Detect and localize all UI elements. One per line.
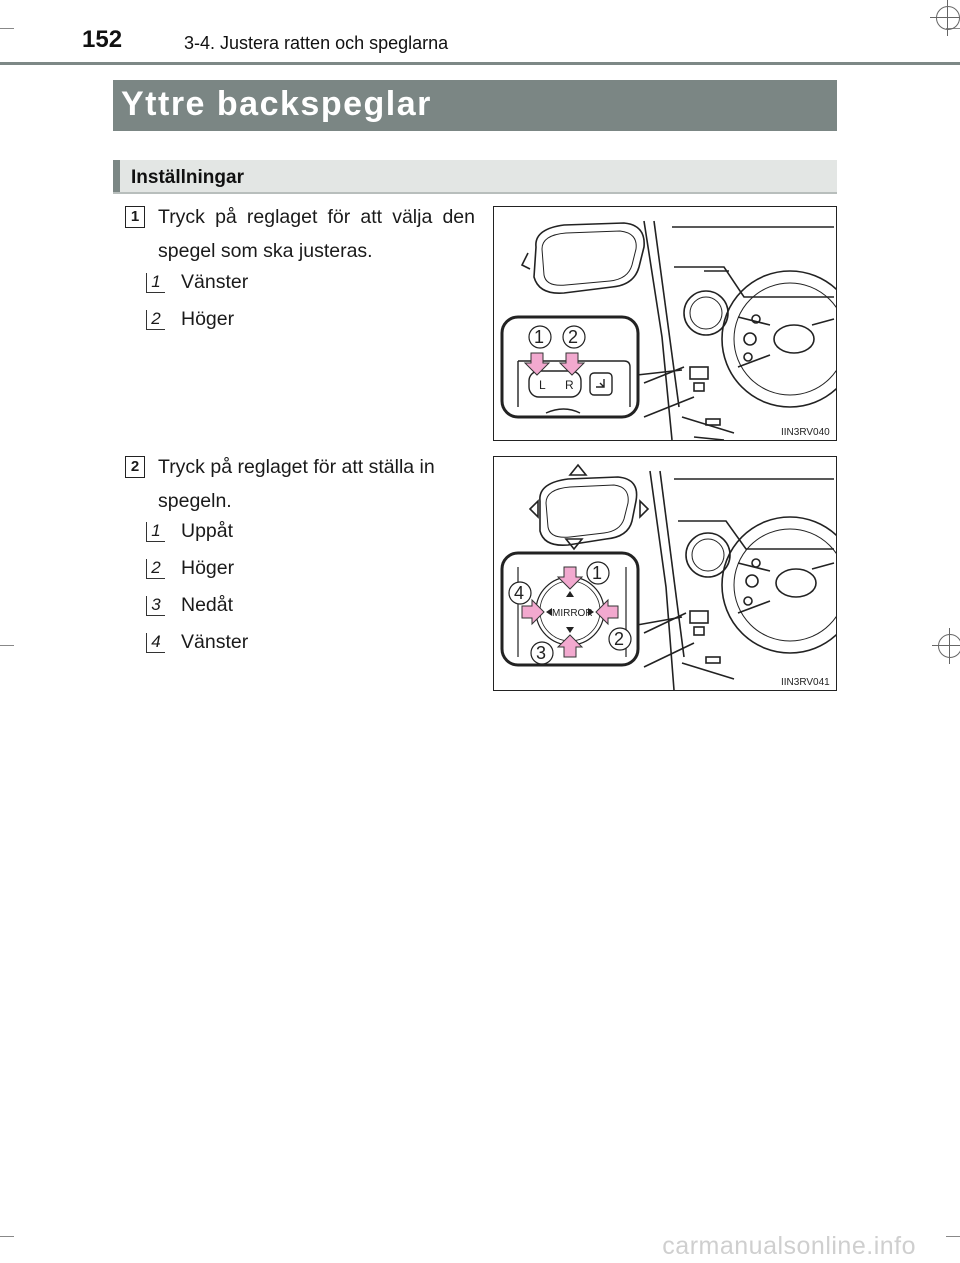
figure-mirror-adjust — [493, 456, 837, 691]
step-badge-2: 2 — [125, 456, 145, 478]
figure-mirror-select — [493, 206, 837, 441]
step-1-text: Tryck på reglaget för att välja den spegel som ska justeras. — [158, 206, 475, 262]
step-2-option-3 — [146, 590, 233, 620]
registration-mark-mid-right — [938, 634, 960, 658]
figure-code: IIN3RV040 — [781, 427, 830, 438]
step-badge-1: 1 — [125, 206, 145, 228]
subsection-header — [113, 160, 837, 194]
subsection-title: Inställningar — [131, 167, 244, 188]
step-2-text: Tryck på reglaget för att ställa in spegeln. — [158, 456, 435, 512]
step-2-option-2 — [146, 553, 234, 583]
option-number: 1 — [146, 273, 165, 293]
callout-1: 1 — [534, 327, 545, 347]
option-label: Uppåt — [181, 520, 234, 542]
crop-mark-bottom-left — [0, 1236, 14, 1237]
watermark: carmanualsonline.info — [662, 1232, 916, 1260]
option-label: Vänster — [181, 631, 249, 653]
option-number: 1 — [146, 522, 165, 542]
switch-label-mirror: MIRROR — [552, 608, 593, 619]
page-number: 152 — [82, 26, 123, 53]
option-number: 2 — [146, 559, 165, 579]
step-2-option-4 — [146, 627, 248, 657]
registration-mark-top-right — [936, 6, 960, 30]
option-label: Vänster — [181, 271, 249, 293]
callout-4: 4 — [514, 583, 525, 603]
option-label: Höger — [181, 557, 235, 579]
subsection-accent-bar — [113, 160, 120, 192]
crop-mark-top-left — [0, 28, 14, 29]
step-2-option-1 — [146, 516, 233, 546]
crop-mark-bottom-right — [946, 1236, 960, 1237]
header-rule — [0, 62, 960, 65]
callout-1: 1 — [592, 563, 603, 583]
running-head: 3-4. Justera ratten och speglarna — [184, 33, 449, 53]
callout-3: 3 — [536, 643, 547, 663]
switch-label-right: R — [565, 378, 574, 392]
figure-code: IIN3RV041 — [781, 677, 830, 688]
option-number: 3 — [146, 596, 165, 616]
option-number: 4 — [146, 633, 165, 653]
crop-mark-mid-left — [0, 645, 14, 646]
step-1-option-2 — [146, 304, 234, 334]
figure-mirror-adjust-drawing — [494, 457, 836, 690]
option-label: Nedåt — [181, 594, 234, 616]
section-title: Yttre backspeglar — [113, 80, 837, 131]
step-1-option-1 — [146, 267, 248, 297]
callout-2: 2 — [568, 327, 579, 347]
callout-2: 2 — [614, 629, 625, 649]
switch-label-left: L — [539, 378, 546, 392]
option-number: 2 — [146, 310, 165, 330]
figure-mirror-select-drawing — [494, 207, 836, 440]
option-label: Höger — [181, 308, 235, 330]
